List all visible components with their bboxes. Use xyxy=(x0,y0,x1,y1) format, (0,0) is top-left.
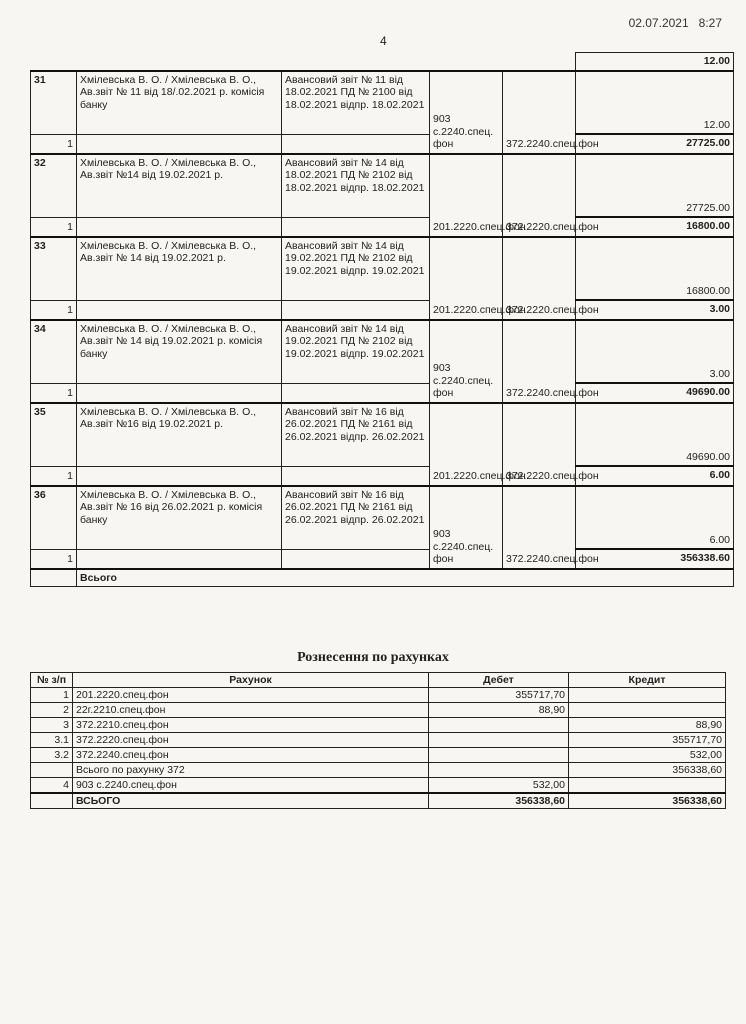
summary-total-label: ВСЬОГО xyxy=(73,793,429,809)
summary-debit: 532,00 xyxy=(429,778,569,794)
entry-running-total: 3.00 xyxy=(576,300,734,320)
entry-debit-account: 201.2220.спец.фон xyxy=(430,154,503,237)
summary-row xyxy=(31,733,726,748)
entry-debit-account: 903 с.2240.спец. фон xyxy=(430,320,503,403)
entry-credit-account: 372.2240.спец.фон xyxy=(503,320,576,403)
entry-document: Авансовий звіт № 11 від 18.02.2021 ПД № 2100 від 18.02.2021 відпр. 18.02.2021 xyxy=(282,71,430,135)
entry-amount: 16800.00 xyxy=(576,237,734,301)
entry-description: Хмілевська В. О. / Хмілевська В. О., Ав.звіт № 14 від 19.02.2021 р. xyxy=(77,237,282,301)
entry-quantity: 1 xyxy=(31,134,77,154)
entry-debit-account: 903 с.2240.спец. фон xyxy=(430,71,503,154)
entry-document: Авансовий звіт № 14 від 19.02.2021 ПД № 2102 від 19.02.2021 відпр. 19.02.2021 xyxy=(282,237,430,301)
entry-row xyxy=(31,320,734,384)
summary-no: 4 xyxy=(31,778,73,794)
entry-debit-account: 903 с.2240.спец. фон xyxy=(430,486,503,569)
entry-debit-account: 201.2220.спец.фон xyxy=(430,403,503,486)
entry-credit-account: 372.2220.спец.фон xyxy=(503,403,576,486)
entry-document: Авансовий звіт № 14 від 19.02.2021 ПД № 2102 від 19.02.2021 відпр. 19.02.2021 xyxy=(282,320,430,384)
entry-description: Хмілевська В. О. / Хмілевська В. О., Ав.звіт № 16 від 26.02.2021 р. комісія банку xyxy=(77,486,282,550)
summary-account: 201.2220.спец.фон xyxy=(73,688,429,703)
summary-credit xyxy=(569,703,726,718)
summary-debit xyxy=(429,748,569,763)
summary-no xyxy=(31,763,73,778)
entry-number: 35 xyxy=(31,403,77,467)
entry-row xyxy=(31,71,734,135)
summary-credit: 88,90 xyxy=(569,718,726,733)
entry-amount: 3.00 xyxy=(576,320,734,384)
entry-description: Хмілевська В. О. / Хмілевська В. О., Ав.звіт №14 від 19.02.2021 р. xyxy=(77,154,282,218)
entry-row xyxy=(31,403,734,467)
header-account: Рахунок xyxy=(73,673,429,688)
summary-credit: 532,00 xyxy=(569,748,726,763)
summary-credit: 356338,60 xyxy=(569,763,726,778)
page-number: 4 xyxy=(380,34,387,48)
entry-number: 36 xyxy=(31,486,77,550)
entry-quantity: 1 xyxy=(31,300,77,320)
ledger-total-row xyxy=(31,569,734,587)
print-datetime xyxy=(619,16,722,30)
summary-account: 903 с.2240.спец.фон xyxy=(73,778,429,794)
summary-row xyxy=(31,703,726,718)
entry-number: 33 xyxy=(31,237,77,301)
entry-description: Хмілевська В. О. / Хмілевська В. О., Ав.звіт №16 від 19.02.2021 р. xyxy=(77,403,282,467)
entry-running-total: 27725.00 xyxy=(576,134,734,154)
print-date: 02.07.2021 xyxy=(628,16,689,30)
entry-credit-account: 372.2220.спец.фон xyxy=(503,237,576,320)
entry-amount: 6.00 xyxy=(576,486,734,550)
entry-debit-account: 201.2220.спец.фон xyxy=(430,237,503,320)
summary-credit xyxy=(569,778,726,794)
summary-credit: 355717,70 xyxy=(569,733,726,748)
summary-debit xyxy=(429,763,569,778)
entry-amount: 12.00 xyxy=(576,71,734,135)
entry-amount: 27725.00 xyxy=(576,154,734,218)
entry-subrow xyxy=(31,549,734,569)
entry-document: Авансовий звіт № 14 від 18.02.2021 ПД № 2102 від 18.02.2021 відпр. 18.02.2021 xyxy=(282,154,430,218)
summary-title: Рознесення по рахунках xyxy=(297,650,449,665)
entry-subrow xyxy=(31,300,734,320)
print-time: 8:27 xyxy=(698,16,722,30)
entry-credit-account: 372.2240.спец.фон xyxy=(503,71,576,154)
entry-quantity: 1 xyxy=(31,549,77,569)
summary-no: 3.1 xyxy=(31,733,73,748)
entry-description: Хмілевська В. О. / Хмілевська В. О., Ав.звіт № 11 від 18/.02.2021 р. комісія банку xyxy=(77,71,282,135)
entry-row xyxy=(31,486,734,550)
entry-subrow xyxy=(31,217,734,237)
summary-header xyxy=(31,673,726,688)
carry-amount: 12.00 xyxy=(576,53,734,71)
entry-subrow xyxy=(31,383,734,403)
entry-quantity: 1 xyxy=(31,383,77,403)
summary-debit xyxy=(429,733,569,748)
entry-running-total: 6.00 xyxy=(576,466,734,486)
entry-subrow xyxy=(31,134,734,154)
summary-debit xyxy=(429,718,569,733)
summary-no: 2 xyxy=(31,703,73,718)
entry-running-total: 16800.00 xyxy=(576,217,734,237)
entry-number: 34 xyxy=(31,320,77,384)
summary-account: 372.2220.спец.фон xyxy=(73,733,429,748)
ledger-total-label: Всього xyxy=(77,569,734,587)
entry-quantity: 1 xyxy=(31,466,77,486)
summary-account: 372.2210.спец.фон xyxy=(73,718,429,733)
header-credit: Кредит xyxy=(569,673,726,688)
summary-account: 22г.2210.спец.фон xyxy=(73,703,429,718)
header-debit: Дебет xyxy=(429,673,569,688)
summary-credit xyxy=(569,688,726,703)
entry-row xyxy=(31,237,734,301)
summary-account: 372.2240.спец.фон xyxy=(73,748,429,763)
summary-row xyxy=(31,778,726,794)
entry-subrow xyxy=(31,466,734,486)
summary-total-row xyxy=(31,793,726,809)
entry-credit-account: 372.2220.спец.фон xyxy=(503,154,576,237)
header-no: № з/п xyxy=(31,673,73,688)
entry-number: 31 xyxy=(31,71,77,135)
summary-account: Всього по рахунку 372 xyxy=(73,763,429,778)
summary-row xyxy=(31,748,726,763)
entry-amount: 49690.00 xyxy=(576,403,734,467)
summary-no: 1 xyxy=(31,688,73,703)
summary-no: 3.2 xyxy=(31,748,73,763)
summary-debit: 355717,70 xyxy=(429,688,569,703)
summary-debit: 88,90 xyxy=(429,703,569,718)
entry-number: 32 xyxy=(31,154,77,218)
entry-document: Авансовий звіт № 16 від 26.02.2021 ПД № 2161 від 26.02.2021 відпр. 26.02.2021 xyxy=(282,486,430,550)
summary-row xyxy=(31,688,726,703)
summary-no: 3 xyxy=(31,718,73,733)
ledger-table xyxy=(30,52,734,587)
carry-row xyxy=(31,53,734,71)
entry-running-total: 49690.00 xyxy=(576,383,734,403)
summary-row xyxy=(31,763,726,778)
summary-total-debit: 356338,60 xyxy=(429,793,569,809)
entry-quantity: 1 xyxy=(31,217,77,237)
entry-running-total: 356338.60 xyxy=(576,549,734,569)
summary-row xyxy=(31,718,726,733)
summary-table xyxy=(30,672,726,809)
summary-total-credit: 356338,60 xyxy=(569,793,726,809)
entry-row xyxy=(31,154,734,218)
entry-document: Авансовий звіт № 16 від 26.02.2021 ПД № 2161 від 26.02.2021 відпр. 26.02.2021 xyxy=(282,403,430,467)
entry-description: Хмілевська В. О. / Хмілевська В. О., Ав.звіт № 14 від 19.02.2021 р. комісія банку xyxy=(77,320,282,384)
entry-credit-account: 372.2240.спец.фон xyxy=(503,486,576,569)
